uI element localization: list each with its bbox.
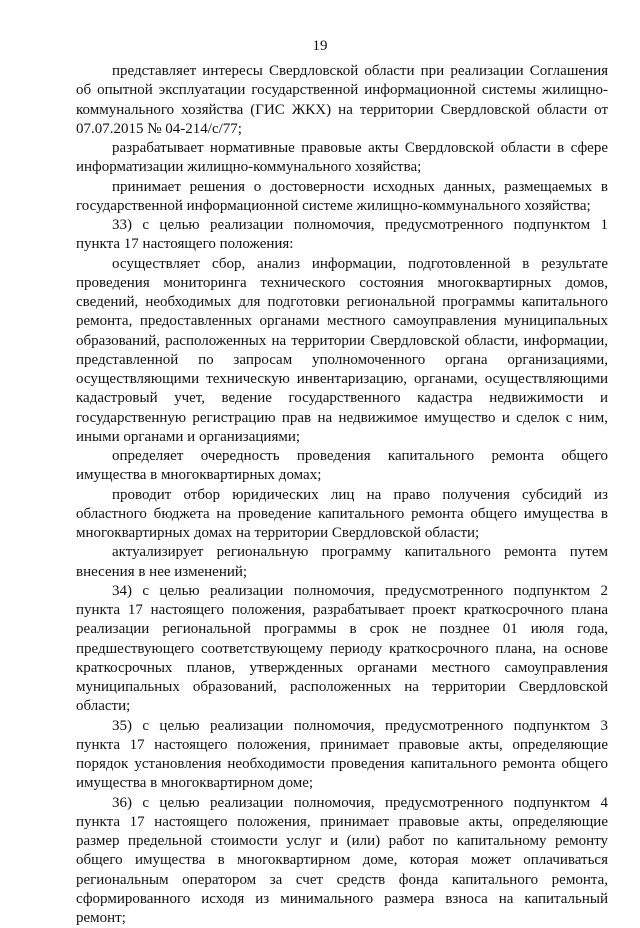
paragraph-11-item-36: 36) с целью реализации полномочия, предусмотренного подпунктом 4 пункта 17 настоящего положения, принимает правовые акты, определяющие размер предельной стоимости услуг и (или) работ по капитальному ремонту общего имущества в многоквартирном доме, которая может оплачиваться региональным оператором за счет средств фонда капитального ремонта, сформированного исходя из минимального размера взноса на капитальный ремонт; [76, 794, 608, 928]
paragraph-7: проводит отбор юридических лиц на право получения субсидий из областного бюджета на проведение капитального ремонта общего имущества в многоквартирных домах на территории Свердловской области; [76, 486, 608, 544]
paragraph-8: актуализирует региональную программу капитального ремонта путем внесения в нее изменений; [76, 543, 608, 582]
paragraph-2: разрабатывает нормативные правовые акты Свердловской области в сфере информатизации жилищно-коммунального хозяйства; [76, 139, 608, 178]
paragraph-1: представляет интересы Свердловской области при реализации Соглашения об опытной эксплуатации государственной информационной системы жилищно-коммунального хозяйства (ГИС ЖКХ) на территории Свердловской области от 07.07.2015 № 04-214/с/77; [76, 62, 608, 139]
paragraph-3: принимает решения о достоверности исходных данных, размещаемых в государственной информационной системе жилищно-коммунального хозяйства; [76, 178, 608, 217]
document-body [76, 62, 608, 928]
paragraph-10-item-35: 35) с целью реализации полномочия, предусмотренного подпунктом 3 пункта 17 настоящего положения, принимает правовые акты, определяющие порядок установления необходимости проведения капитального ремонта общего имущества в многоквартирном доме; [76, 717, 608, 794]
paragraph-9-item-34: 34) с целью реализации полномочия, предусмотренного подпунктом 2 пункта 17 настоящего положения, разрабатывает проект краткосрочного плана реализации региональной программы в срок не позднее 01 июля года, предшествующего соответствующему периоду краткосрочного плана, на основе краткосрочных планов, утвержденных органами местного самоуправления муниципальных образований, расположенных на территории Свердловской области; [76, 582, 608, 717]
paragraph-4-item-33: 33) с целью реализации полномочия, предусмотренного подпунктом 1 пункта 17 настоящего положения: [76, 216, 608, 255]
page-number: 19 [0, 38, 640, 55]
paragraph-6: определяет очередность проведения капитального ремонта общего имущества в многоквартирных домах; [76, 447, 608, 486]
paragraph-5: осуществляет сбор, анализ информации, подготовленной в результате проведения мониторинга технического состояния многоквартирных домов, сведений, необходимых для подготовки региональной программы капитального ремонта, предоставленных органами местного самоуправления муниципальных образований, расположенных на территории Свердловской области, информации, представленной по запросам уполномоченного органа организациями, осуществляющими техническую инвентаризацию, органами, осуществляющими кадастровый учет, ведение государственного кадастра недвижимости и государственную регистрацию прав на недвижимое имущество и сделок с ним, иными органами и организациями; [76, 255, 608, 448]
